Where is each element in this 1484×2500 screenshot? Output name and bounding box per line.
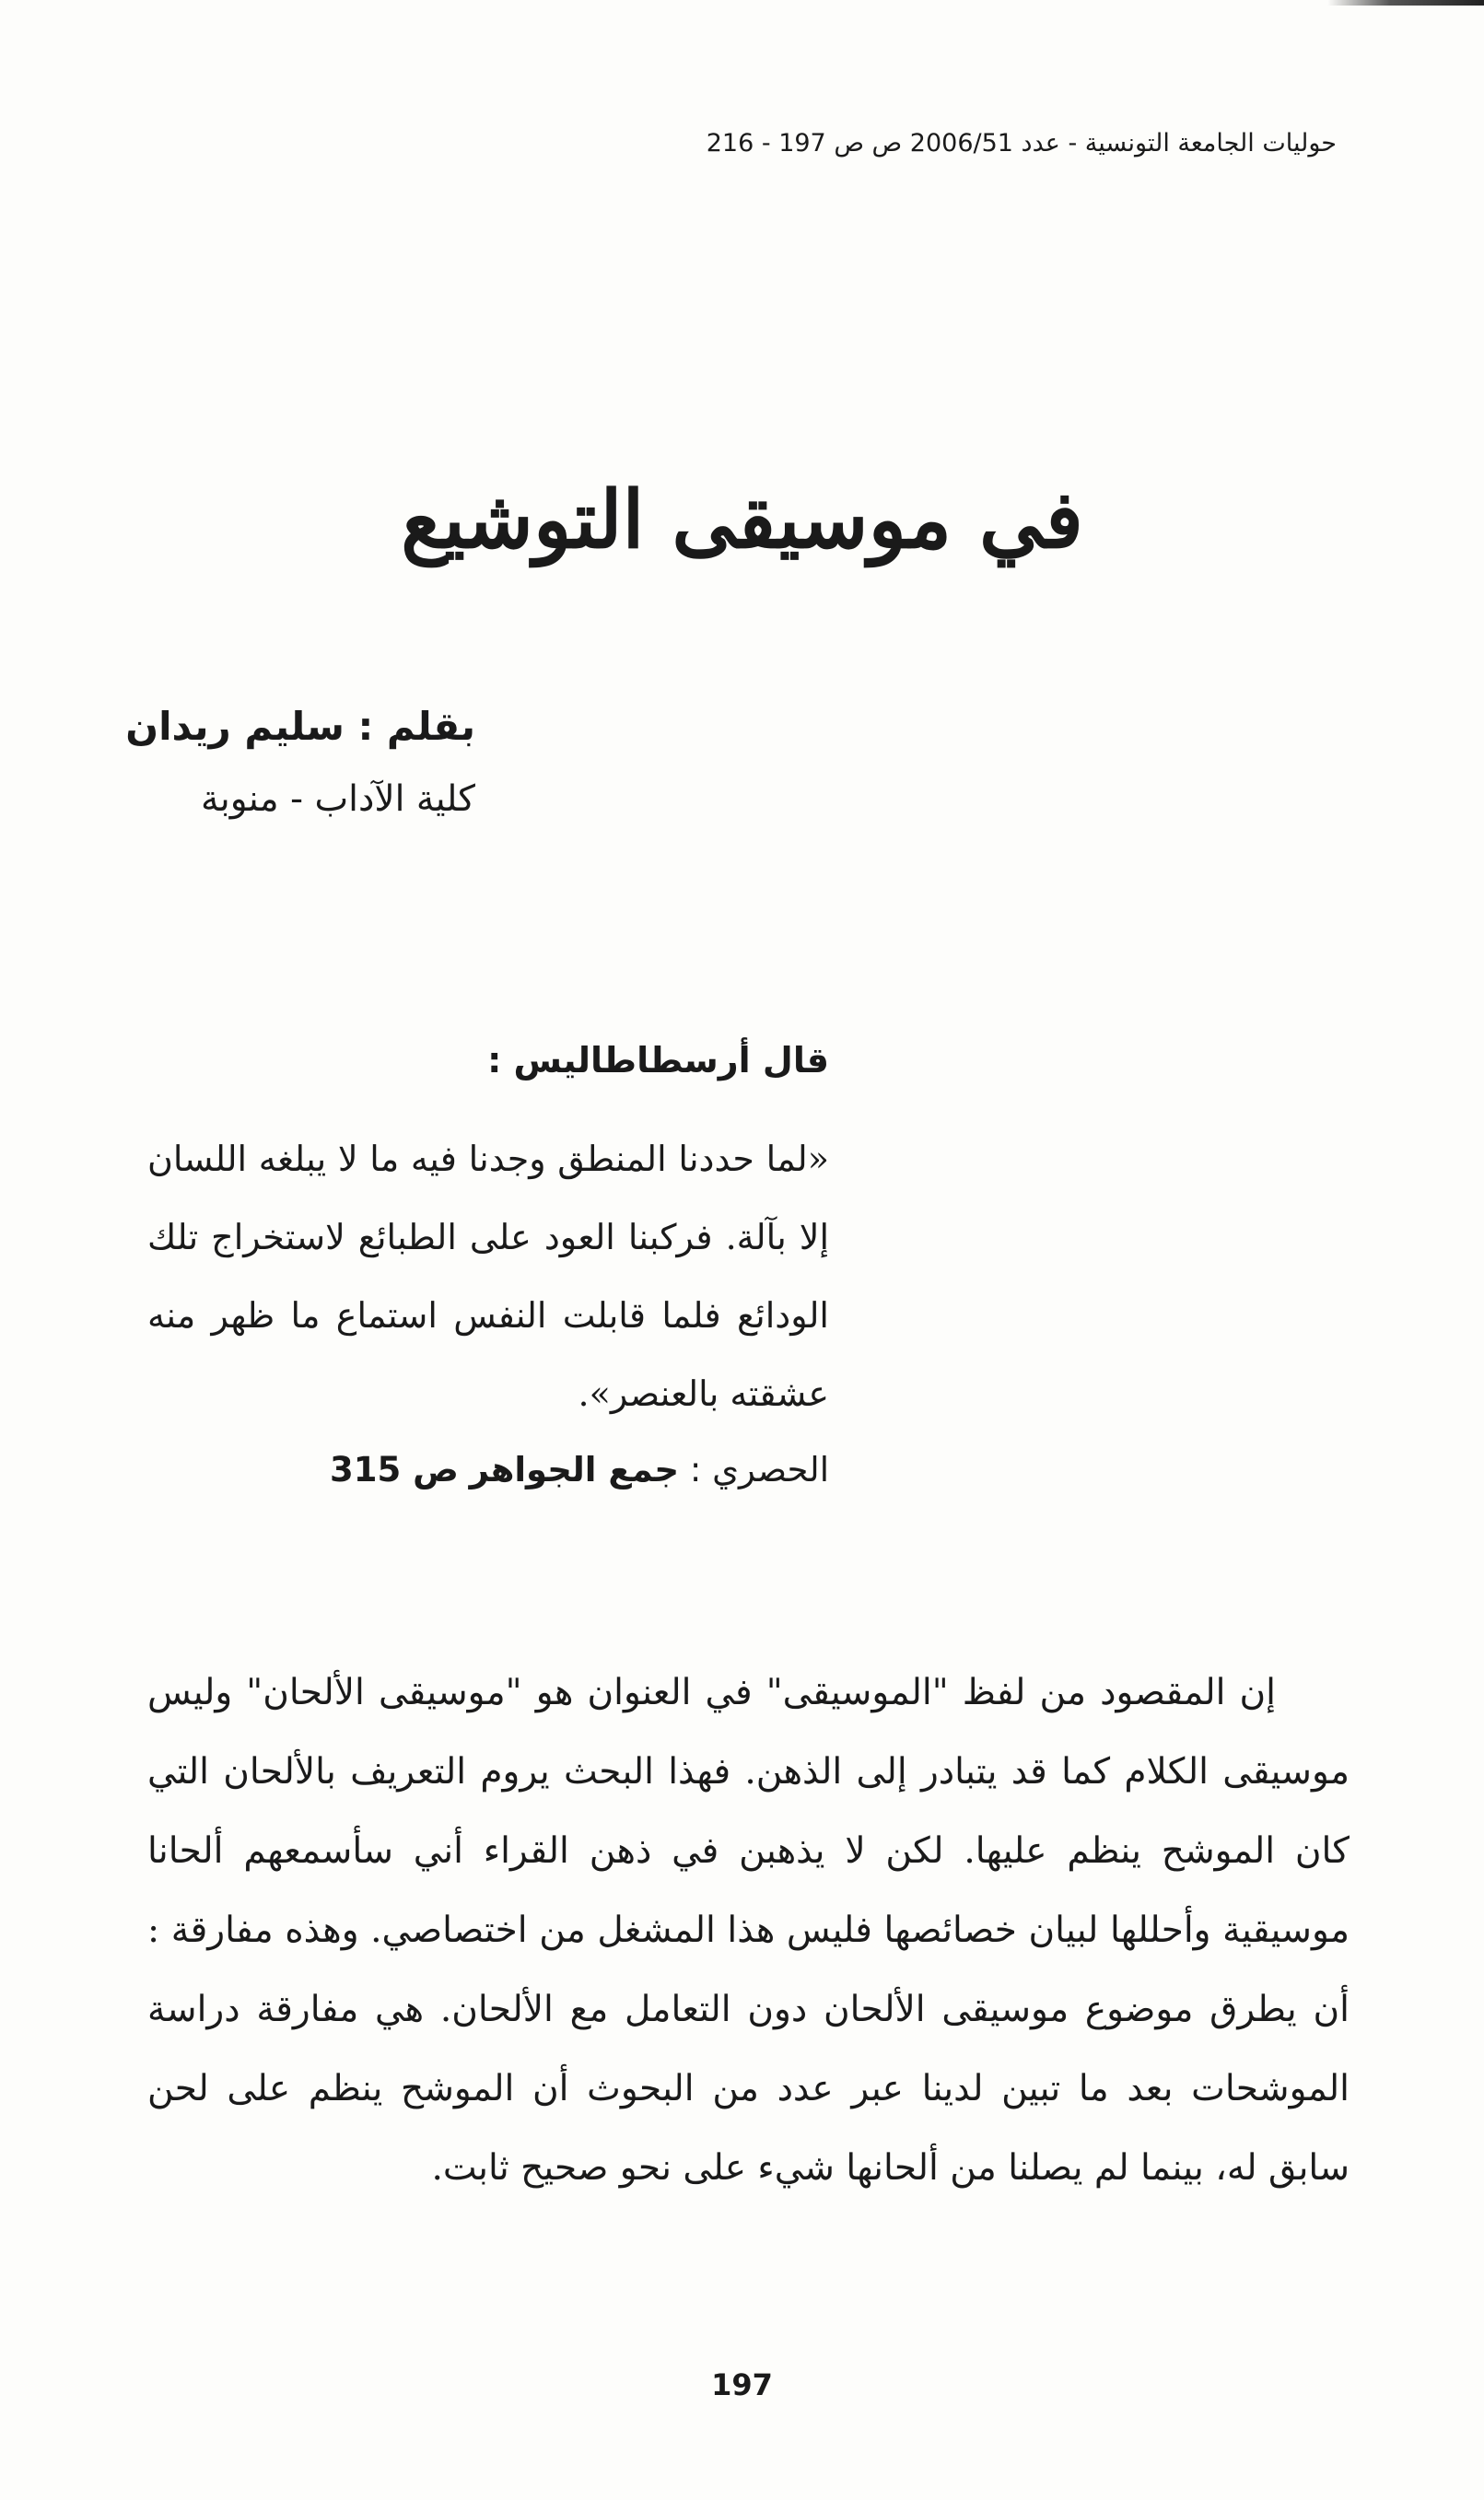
page-number: 197: [711, 2367, 773, 2402]
author-name: بقلم : سليم ريدان: [125, 704, 475, 749]
article-title: في موسيقى التوشيع: [401, 473, 1083, 567]
journal-name: حوليات الجامعة التونسية: [1084, 129, 1337, 158]
epigraph: [147, 1036, 829, 1496]
epigraph-source: [147, 1444, 829, 1496]
scan-edge-mark: [1327, 0, 1484, 6]
issue-reference: عدد 2006/51: [909, 129, 1060, 158]
running-header: حوليات الجامعة التونسية - عدد 2006/51 ص ص 197 - 216: [706, 129, 1337, 158]
author-block: [88, 700, 475, 824]
epigraph-intro: قال أرسطاطاليس :: [487, 1040, 829, 1081]
body-paragraph: إن المقصود من لفظ "الموسيقى" في العنوان هو "موسيقى الألحان" وليس موسيقى الكلام كما قد يتبادر إلى الذهن. فهذا البحث يروم التعريف بالألحان التي كان الموشح ينظم عليها. لكن لا يذهبن في ذهن القراء أني سأسمعهم ألحانا موسيقية وأحللها لبيان خصائصها فليس هذا المشغل من اختصاصي. وهذه مفارقة : أن يطرق موضوع موسيقى الألحان دون التعامل مع الألحان. هي مفارقة دراسة الموشحات بعد ما تبين لدينا عبر عدد من البحوث أن الموشح ينظم على لحن سابق له، بينما لم يصلنا من ألحانها شيء على نحو صحيح ثابت.: [147, 1672, 1350, 2189]
epigraph-source-work: جمع الجواهر: [469, 1450, 680, 1490]
page-range: ص ص 197 - 216: [706, 129, 903, 158]
author-affiliation: كلية الآداب - منوبة: [201, 777, 475, 820]
epigraph-source-author: الحصري :: [689, 1450, 829, 1490]
epigraph-source-page: ص 315: [330, 1450, 459, 1490]
epigraph-text: «لما حددنا المنطق وجدنا فيه ما لا يبلغه اللسان إلا بآلة. فركبنا العود على الطبائع لاستخراج تلك الودائع فلما قابلت النفس استماع ما ظهر منه عشقته بالعنصر».: [147, 1139, 829, 1415]
